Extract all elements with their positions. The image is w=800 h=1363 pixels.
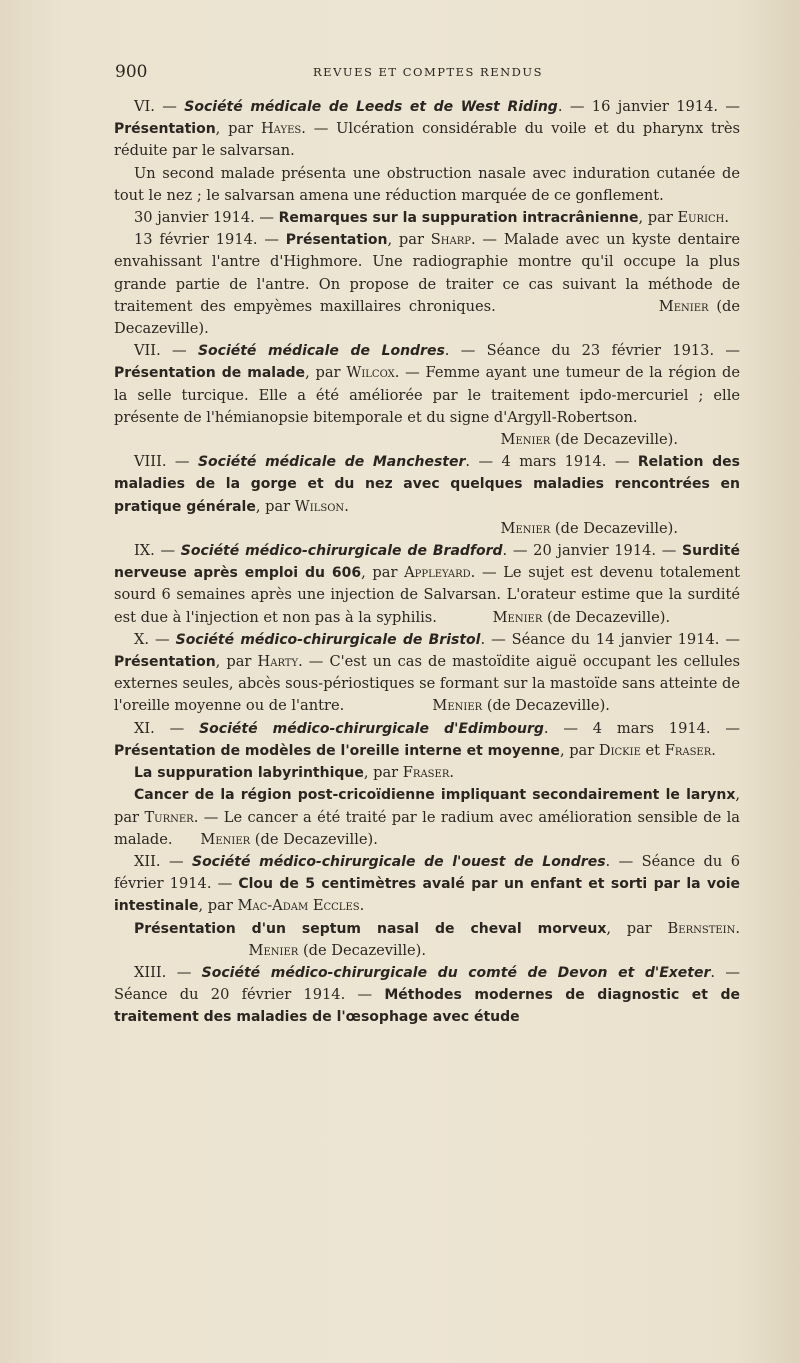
page-header (115, 62, 741, 86)
by: , par (387, 231, 431, 249)
author: Dickie (598, 741, 641, 759)
author: Mac-Adam Eccles (237, 897, 360, 915)
presentation-title: Remarques sur la suppuration intracrânienne (278, 210, 639, 227)
by: , par (198, 897, 238, 915)
body-text: Un second malade présenta une obstruction nasale avec induration cutanée de tout le nez ; le salvarsan amena une réduction marquée de ce gonflement. (114, 164, 740, 204)
by: , par (559, 741, 599, 759)
by: , par (638, 209, 678, 227)
body-text: . — Le sujet est devenu totalement sourd 6 semaines après une injection de Salvarsan. L'orateur estime que la surdité est due à l'injection et non pas à la syphilis. (114, 564, 741, 626)
author: Wilcox (346, 364, 395, 382)
punct: . (344, 497, 349, 515)
date: 30 janvier 1914. — (134, 209, 279, 227)
paragraph-vi-4 (114, 229, 740, 340)
presentation-title: Présentation (114, 654, 216, 671)
date: . — Séance du 6 février 1914. — (114, 852, 740, 893)
paragraph-xiii (114, 962, 740, 1029)
signature-place: (de Decazeville). (550, 431, 678, 449)
date: 13 février 1914. — (134, 231, 286, 249)
presentation-title: Clou de 5 centimètres avalé par un enfant et sorti par la voie intestinale (114, 876, 740, 915)
signature-place: (de Decazeville). (550, 519, 678, 537)
paragraph-xii-2 (114, 918, 740, 962)
section-number: VIII. — (134, 453, 198, 471)
paragraph-x (114, 629, 740, 718)
presentation-title: Présentation (114, 121, 216, 138)
body-text: . — Le cancer a été traité par le radium avec amélioration sensible de la malade. (114, 808, 740, 848)
signature-name: Menier (500, 431, 551, 449)
paragraph-viii (114, 451, 740, 518)
paragraph-xi (114, 718, 740, 762)
signature (114, 429, 740, 451)
presentation-title: Surdité nerveuse après emploi du 606 (114, 543, 740, 582)
section-number: X. — (134, 630, 176, 648)
society-name: Société médico-chirurgicale de l'ouest de Londres (191, 853, 606, 870)
signature-place: (de Decazeville). (482, 697, 610, 715)
author: Turner (144, 808, 194, 826)
body-text: . — Ulcération considérable du voile et du pharynx très réduite par le salvarsan. (114, 120, 740, 160)
date: . — Séance du 14 janvier 1914. — (480, 630, 740, 648)
author: Appleyard (404, 564, 471, 582)
date: . — 20 janvier 1914. — (502, 542, 683, 560)
society-name: Société médico-chirurgicale d'Edimbourg (199, 720, 544, 737)
author: Harty (257, 653, 299, 671)
by: , par (363, 764, 403, 782)
punct: . (735, 919, 741, 937)
presentation-title: Présentation d'un septum nasal de cheval morveux (134, 920, 607, 937)
paragraph-ix (114, 540, 740, 629)
body-text: . — Malade avec un kyste dentaire envahissant l'antre d'Highmore. Une radiographie montre qu'il occupe la plus grande partie de l'antre. On propose de traiter ce cas suivant la méthode de traitement des empyèmes maxillaires chroniques. (114, 231, 740, 315)
presentation-title: Cancer de la région post-cricoïdienne impliquant secondairement le larynx (134, 787, 736, 804)
signature-name: Menier (500, 519, 551, 537)
author: Eurich (677, 209, 725, 227)
section-number: VII. — (134, 342, 198, 360)
presentation-title: Méthodes modernes de diagnostic et de traitement des maladies de l'œsophage avec étude (114, 987, 740, 1026)
running-title: REVUES ET COMPTES RENDUS (313, 65, 543, 79)
by: , par (305, 364, 347, 382)
society-name: Société médico-chirurgicale de Bradford (180, 543, 503, 560)
paragraph-xii (114, 851, 740, 918)
section-number: VI. — (134, 98, 185, 115)
author: Fraser (664, 741, 712, 759)
paragraph-xi-3 (114, 784, 740, 851)
signature-place: (de Decazeville). (250, 830, 378, 848)
presentation-title: Relation des maladies de la gorge et du nez avec quelques maladies rencontrées en pratique générale (114, 454, 740, 515)
punct: . (359, 897, 365, 915)
punct: . (724, 209, 730, 227)
signature-place: (de Decazeville). (298, 941, 427, 959)
author: Wilson (294, 497, 345, 515)
paragraph-xi-2 (114, 762, 740, 784)
date: . — 4 mars 1914. — (543, 719, 740, 737)
date: . — Séance du 20 février 1914. — (114, 963, 740, 1004)
author: Hayes (260, 120, 302, 138)
by: , par (361, 564, 405, 582)
author: Fraser (402, 764, 450, 782)
author: Sharp (430, 231, 471, 249)
punct: . (449, 764, 454, 782)
section-number: IX. — (134, 542, 181, 560)
body-text: . — Femme ayant une tumeur de la région de la selle turcique. Elle a été améliorée par le traitement ipdo-mercuriel ; elle présente de l'hémianopsie bitemporale et du signe d'Argyll-Robertson. (114, 364, 741, 426)
section-number: XI. — (134, 719, 200, 737)
article-body (114, 96, 740, 1029)
paragraph-vii (114, 340, 740, 429)
society-name: Société médicale de Londres (197, 343, 445, 360)
signature-name: Menier (248, 941, 299, 959)
paragraph-vi-2 (114, 163, 740, 207)
society-name: Société médicale de Leeds et de West Riding (184, 99, 558, 115)
by: , par (215, 653, 258, 671)
punct: . (711, 741, 716, 759)
presentation-title: Présentation (285, 232, 388, 249)
date: . — 4 mars 1914. — (465, 453, 638, 471)
by: , par (114, 786, 740, 826)
by: , par (606, 919, 668, 937)
society-name: Société médico-chirurgicale du comté de Devon et d'Exeter (201, 964, 711, 981)
signature (114, 518, 740, 540)
conjunction: et (640, 741, 665, 759)
section-number: XII. — (134, 852, 192, 870)
signature-name: Menier (492, 608, 543, 626)
presentation-title: Présentation de modèles de l'oreille interne et moyenne (114, 742, 560, 759)
society-name: Société médico-chirurgicale de Bristol (175, 631, 481, 648)
paragraph-vi (114, 96, 740, 163)
signature-place: (de Decazeville). (114, 297, 740, 338)
by: , par (215, 120, 261, 138)
section-number: XIII. — (134, 963, 202, 981)
body-text: . — C'est un cas de mastoïdite aiguë occupant les cellules externes seules, abcès sous-périostiques se formant sur la mastoïde sans atteinte de l'oreille moyenne ou de l'antre. (114, 653, 740, 715)
by: , par (255, 497, 295, 515)
signature-place: (de Decazeville). (542, 608, 671, 626)
date: . — 16 janvier 1914. — (557, 98, 740, 115)
society-name: Société médicale de Manchester (197, 454, 466, 471)
page-number: 900 (115, 62, 148, 82)
signature-name: Menier (432, 697, 483, 715)
signature-name: Menier (658, 297, 709, 315)
presentation-title: Présentation de malade (114, 365, 306, 382)
paragraph-vi-3 (114, 207, 740, 229)
signature-name: Menier (200, 830, 251, 848)
date: . — Séance du 23 février 1913. — (444, 342, 740, 360)
presentation-title: La suppuration labyrinthique (134, 765, 364, 782)
author: Bernstein (667, 919, 736, 937)
